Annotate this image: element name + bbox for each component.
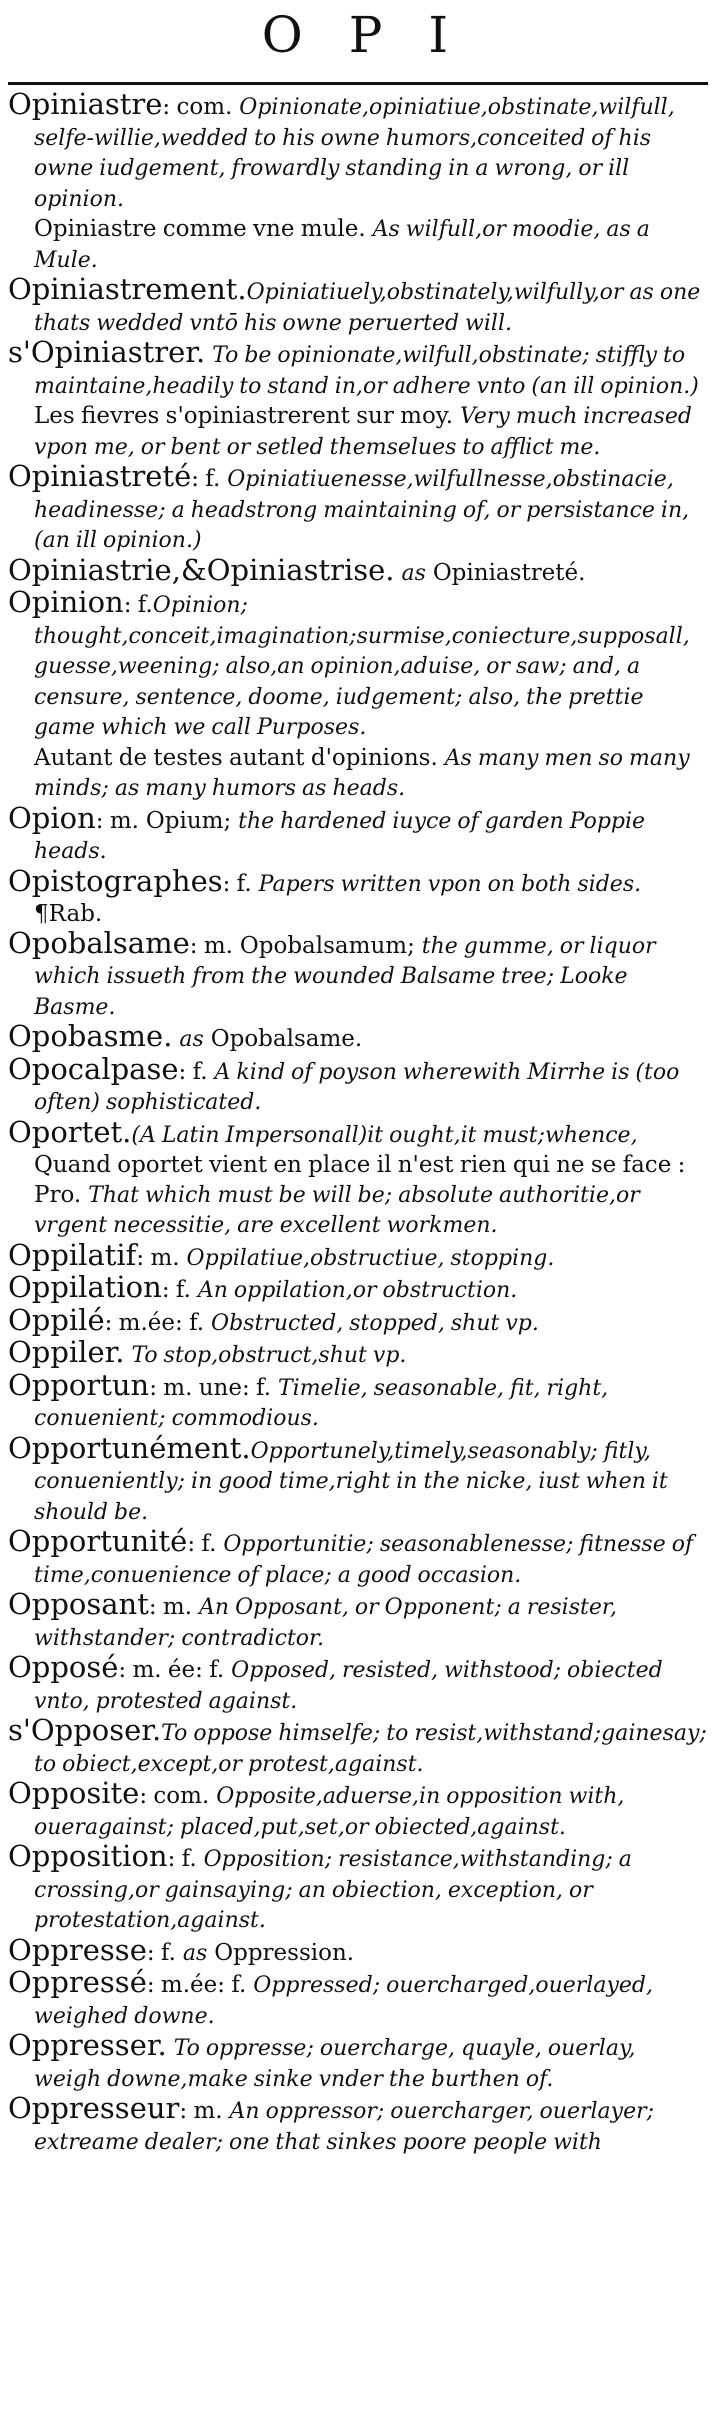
entry-oppile: Oppilé: m.ée: f. Obstructed, stopped, shut vp.: [8, 1305, 539, 1337]
entry-oppose: Opposé: m. ée: f. Opposed, resisted, withstood; obiected vnto, protested against.: [8, 1653, 663, 1714]
entry-opportunite: Opportunité: f. Opportunitie; seasonablenesse; fitnesse of time,conuenience of place; a good occasion.: [8, 1527, 694, 1588]
entry-oportet: Oportet.(A Latin Impersonall)it ought,it must;whence, Quand oportet vient en place il n'est rien qui ne se face : Pro. That which must be will be; absolute authoritie,or vrgent necessitie, are excellent workmen.: [8, 1117, 686, 1238]
entry-opportunement: Opportunément.Opportunely,timely,seasonably; fitly, conueniently; in good time,right in the nicke, iust when it should be.: [8, 1433, 668, 1525]
entry-opiniastre: Opiniastre: com. Opinionate,opiniatiue,obstinate,wilfull, selfe-willie,wedded to his owne humors,conceited of his owne iudgement, frowardly standing in a wrong, or ill opinion.: [8, 90, 675, 212]
entry-opiniastrement: Opiniastrement.Opiniatiuely,obstinately,wilfully,or as one thats wedded vntō his owne peruerted will.: [8, 275, 701, 336]
entry-oppresse: Oppresse: f. as Oppression.: [8, 1935, 355, 1967]
entry-opiniastrete: Opiniastreté: f. Opiniatiuenesse,wilfullnesse,obstinacie, headinesse; a headstrong maintaining of, or persistance in,(an ill opinion.): [8, 462, 690, 553]
entry-oppiler: Oppiler. To stop,obstruct,shut vp.: [8, 1338, 407, 1369]
entry-oppilation: Oppilation: f. An oppilation,or obstruction.: [8, 1273, 518, 1304]
entry-sopiniastrer: s'Opiniastrer. To be opinionate,wilfull,obstinate; stiffly to maintaine,headily to stand in,or adhere vnto (an ill opinion.): [8, 338, 699, 399]
entry-autant-phrase: Autant de testes autant d'opinions. As many men so many minds; as many humors as heads.: [34, 744, 690, 801]
entry-opposition: Opposition: f. Opposition; resistance,withstanding; a crossing,or gainsaying; an obiection, exception, or protestation,against.: [8, 1842, 632, 1933]
entry-opposant: Opposant: m. An Opposant, or Opponent; a resister, withstander; contradictor.: [8, 1590, 617, 1651]
entry-opocalpase: Opocalpase: f. A kind of poyson wherewith Mirrhe is (too often) sophisticated.: [8, 1054, 680, 1115]
entry-opiniastrie: Opiniastrie,&Opiniastrise. as Opiniastreté.: [8, 555, 586, 587]
entry-sopposer: s'Opposer.To oppose himselfe; to resist,withstand;gainesay; to obiect,except,or protest,against.: [8, 1716, 707, 1777]
entry-opistographes: Opistographes: f. Papers written vpon on both sides. ¶Rab.: [8, 866, 642, 927]
running-header: OPI: [261, 6, 495, 64]
entry-opion: Opion: m. Opium; the hardened iuyce of garden Poppie heads.: [8, 803, 646, 864]
entry-opobasme: Opobasme. as Opobalsame.: [8, 1022, 363, 1053]
entry-oppresseur: Oppresseur: m. An oppressor; ouercharger, ouerlayer; extreame dealer; one that sinkes poore people with: [8, 2094, 655, 2155]
entry-fievres-phrase: Les fievres s'opiniastrerent sur moy. Very much increased vpon me, or bent or setled themselues to afflict me.: [34, 403, 692, 460]
entry-opportun: Opportun: m. une: f. Timelie, seasonable, fit, right, conuenient; commodious.: [8, 1370, 609, 1431]
entry-opposite: Opposite: com. Opposite,aduerse,in opposition with, oueragainst; placed,put,set,or obiected,against.: [8, 1779, 625, 1840]
entry-list: [8, 90, 708, 2157]
entry-opobalsame: Opobalsame: m. Opobalsamum; the gumme, or liquor which issueth from the wounded Balsame tree; Looke Basme.: [8, 928, 656, 1020]
entry-oppresser: Oppresser. To oppresse; ouercharge, quayle, ouerlay, weigh downe,make sinke vnder the burthen of.: [8, 2031, 636, 2092]
header-rule: [8, 82, 708, 85]
entry-oppresse-adj: Oppressé: m.ée: f. Oppressed; ouercharged,ouerlayed, weighed downe.: [8, 1968, 653, 2029]
entry-oppilatif: Oppilatif: m. Oppilatiue,obstructiue, stopping.: [8, 1240, 555, 1272]
entry-opinion: Opinion: f.Opinion; thought,conceit,imagination;surmise,coniecture,supposall, guesse,weening; also,an opinion,aduise, or saw; and, a censure, sentence, doome, iudgement; also, the prettie game which we call Purposes.: [8, 588, 690, 740]
entry-opiniastre-phrase: Opiniastre comme vne mule. As wilfull,or moodie, as a Mule.: [34, 216, 650, 273]
